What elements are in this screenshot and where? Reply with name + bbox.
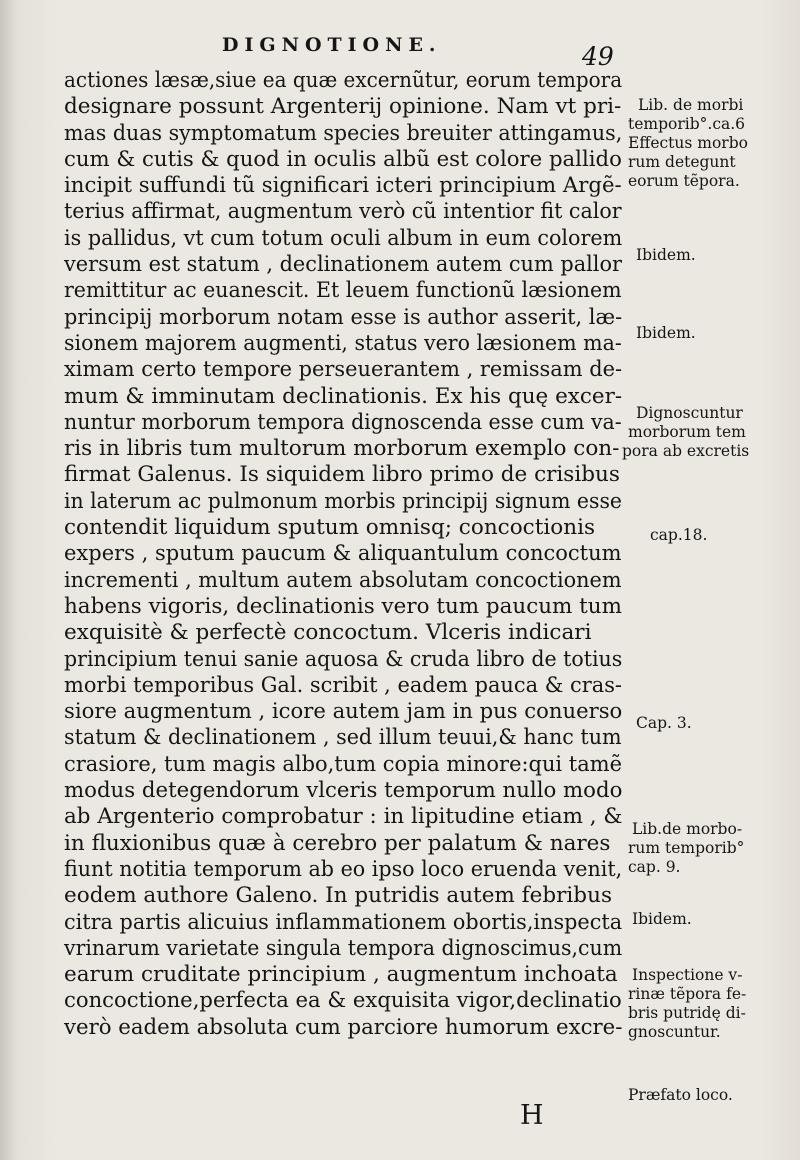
running-head: DIGNOTIONE.	[222, 34, 442, 56]
text-line: incipit suffundi tũ significari icteri principium Argẽ-	[64, 173, 622, 199]
marginal-note-line: rinæ tẽpora fe-	[628, 985, 747, 1003]
text-line: versum est statum , declinationem autem cum pallor	[64, 252, 622, 278]
text-line: nuntur morborum tempora dignoscenda esse cum va-	[64, 409, 622, 435]
text-line: mas duas symptomatum species breuiter attingamus,	[64, 120, 623, 146]
marginal-note-9	[628, 966, 798, 1042]
text-line: expers , sputum paucum & aliquantulum concoctum	[64, 541, 622, 567]
marginal-note-10	[628, 1086, 798, 1105]
text-line: fiunt notitia temporum ab eo ipso loco eruenda venit,	[64, 856, 623, 882]
signature-mark: H	[520, 1100, 544, 1131]
text-line: principium tenui sanie aquosa & cruda libro de totius	[64, 646, 623, 672]
marginal-note-7	[628, 820, 798, 877]
marginal-note-4	[622, 404, 798, 461]
text-line: in laterum ac pulmonum morbis principij signum esse	[64, 488, 622, 514]
text-line: designare possunt Argenterij opinione. Nam vt pri-	[64, 94, 622, 120]
text-line: terius affirmat, augmentum verò cũ intentior fit calor	[64, 199, 622, 225]
marginal-note-2	[636, 246, 800, 265]
text-line: verò eadem absoluta cum parciore humorum excre-	[64, 1014, 623, 1040]
text-line: modus detegendorum vlceris temporum nullo modo	[64, 778, 623, 804]
page-number: 49	[582, 42, 614, 71]
marginal-note-line: Inspectione v-	[632, 966, 743, 984]
text-line: siore augmentum , icore autem jam in pus conuerso	[64, 699, 623, 725]
text-line: ximam certo tempore perseuerantem , remissam de-	[64, 357, 623, 383]
marginal-note-line: rum temporib°	[628, 839, 745, 857]
text-line: remittitur ac euanescit. Et leuem functionũ læsionem	[64, 278, 622, 304]
text-line: earum cruditate principium , augmentum inchoata	[64, 962, 618, 988]
text-line: ris in libris tum multorum morborum exemplo con-	[64, 436, 620, 462]
text-line: in fluxionibus quæ à cerebro per palatum & nares	[64, 830, 611, 856]
marginal-note-line: bris putridę di-	[628, 1004, 746, 1022]
text-line: crasiore, tum magis albo,tum copia minore:qui tamẽ	[64, 751, 622, 777]
marginal-note-line: eorum tẽpora.	[628, 172, 740, 190]
marginal-note-line: Ibidem.	[636, 324, 696, 342]
marginal-note-3	[636, 324, 800, 343]
marginal-note-8	[632, 910, 800, 929]
marginal-note-line: Lib.de morbo-	[632, 820, 743, 838]
text-line: morbi temporibus Gal. scribit , eadem pauca & cras-	[64, 672, 622, 698]
marginal-note-line: rum detegunt	[628, 153, 736, 171]
text-line: cum & cutis & quod in oculis albũ est colore pallido	[64, 146, 622, 172]
text-line: eodem authore Galeno. In putridis autem febribus	[64, 883, 612, 909]
text-line: ab Argenterio comprobatur : in lipitudine etiam , &	[64, 804, 623, 830]
text-line: citra partis alicuius inflammationem obortis,inspecta	[64, 909, 623, 935]
text-line: is pallidus, vt cum totum oculi album in eum colorem	[64, 225, 623, 251]
marginal-note-line: cap. 9.	[628, 858, 681, 876]
text-line: vrinarum varietate singula tempora dignoscimus,cum	[64, 935, 623, 961]
text-line: mum & imminutam declinationis. Ex his quę excer-	[64, 383, 623, 409]
marginal-note-line: Dignoscuntur	[636, 404, 743, 422]
text-line: actiones læsæ,siue ea quæ excernũtur, eorum tempora	[64, 68, 623, 93]
marginal-note-6	[636, 714, 800, 733]
marginal-note-line: Ibidem.	[636, 246, 696, 264]
text-line: habens vigoris, declinationis vero tum paucum tum	[64, 593, 622, 619]
marginal-note-line: cap.18.	[650, 526, 708, 544]
marginal-note-line: Ibidem.	[632, 910, 692, 928]
text-line: contendit liquidum sputum omnisq; concoctionis	[64, 515, 596, 541]
marginal-note-line: morborum tem	[628, 423, 746, 441]
marginal-note-line: temporib°.ca.6	[628, 115, 746, 133]
marginal-note-line: gnoscuntur.	[628, 1023, 721, 1041]
main-text-block	[64, 68, 624, 1041]
marginal-note-line: Effectus morbo	[628, 134, 748, 152]
text-line: principij morborum notam esse is author asserit, læ-	[64, 304, 623, 330]
text-line: exquisitè & perfectè concoctum. Vlceris indicari	[64, 620, 592, 646]
marginal-note-5	[650, 526, 800, 545]
text-line: sionem majorem augmenti, status vero læsionem ma-	[64, 330, 622, 356]
marginal-note-line: Præfato loco.	[628, 1086, 733, 1104]
text-line: incrementi , multum autem absolutam concoctionem	[64, 567, 622, 593]
text-line: firmat Galenus. Is siquidem libro primo de crisibus	[64, 462, 620, 488]
marginal-note-1	[628, 96, 798, 191]
marginal-note-line: Lib. de morbi	[638, 96, 744, 114]
marginal-note-line: Cap. 3.	[636, 714, 692, 732]
marginal-note-line: pora ab excretis	[622, 442, 750, 460]
text-line: statum & declinationem , sed illum teuui,& hanc tum	[64, 725, 622, 751]
text-line: concoctione,perfecta ea & exquisita vigor,declinatio	[64, 988, 622, 1014]
